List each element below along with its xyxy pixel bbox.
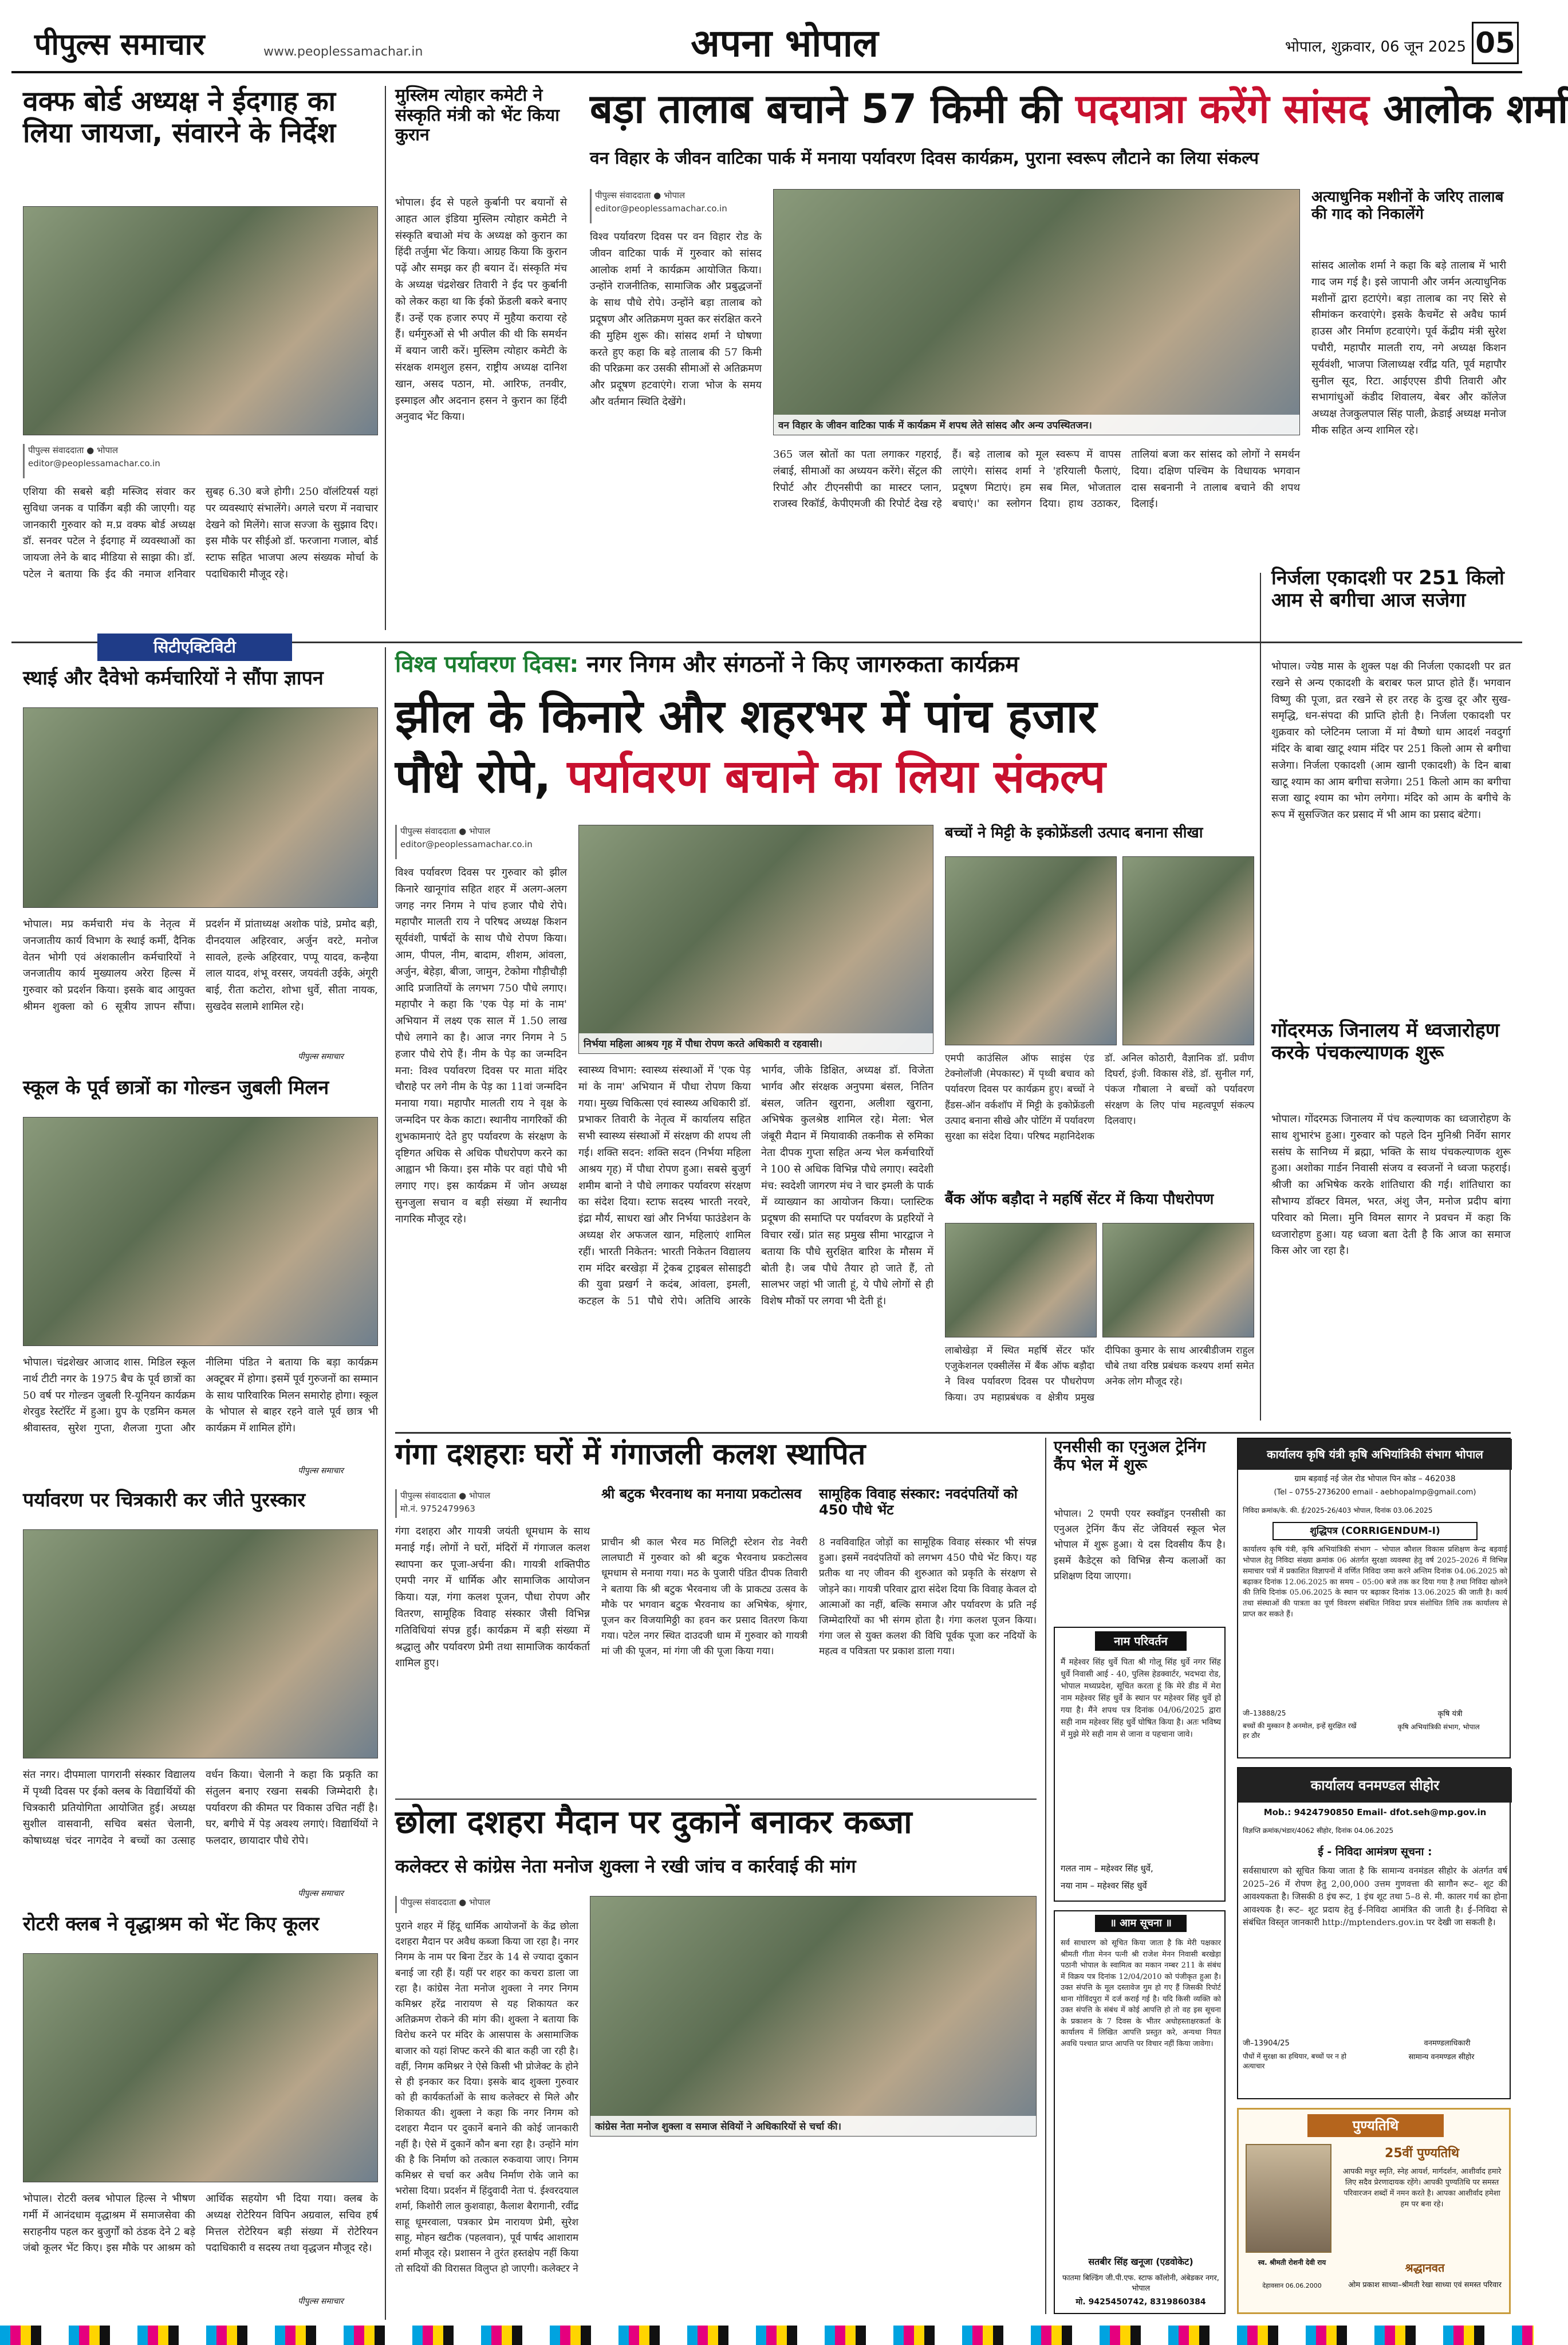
masthead [11, 9, 1522, 73]
bob-photo-1 [945, 1223, 1097, 1337]
staff-body: भोपाल। मप्र कर्मचारी मंच के नेतृत्व में जनजातीय कार्य विभाग के स्थाई कर्मी, दैनिक वेतन भोगी एवं अंशकालीन कर्मचारियों ने जनजातीय कार्य मुख्यालय अरेरा हिल्स में गुरुवार को प्रदर्शन किया। इसके बाद आयुक्त श्रीमन शुक्ला को 6 सूत्रीय ज्ञापन सौंपा। प्रदर्शन में प्रांताध्यक्ष अशोक पांडे, प्रमोद बड़ी, दीनदयाल अहिरवार, अर्जुन वरटे, मनोज सावले, हल्के अहिरवार, पप्पू यादव, कन्हैया लाल यादव, शंभू वरसर, जयवंती उईके, अंगूरी बाई, रीता कटोरा, शोभा धुर्वे, सीता नायक, सुखदेव सलामे शामिल रहे। [23, 918, 378, 1013]
ncc-story [1054, 1438, 1226, 1621]
lake-headline-2a: पौधे रोपे, [395, 750, 568, 803]
muslim-body: भोपाल। ईद से पहले कुर्बानी पर बयानों से आहत आल इंडिया मुस्लिम त्योहार कमेटी ने संस्कृति बचाओ मंच के अध्यक्ष को कुरान का हिंदी तर्जुमा भेंट किया। आग्रह किया कि कुरान पढ़ें और समझ कर ही बयान दें। संस्कृति मंच के अध्यक्ष चंद्रशेखर तिवारी ने ईद पर कुर्बानी को लेकर कहा था कि ईको फ्रेंडली बकरे बनाए हैं। उन्हें एक हजार रुपए में मुहैया कराया रहे हैं। धर्मगुरुओं से भी अपील की थी कि समर्थन में बयान जारी करें। मुस्लिम त्योहार कमेटी के संरक्षक शमशुल हसन, राष्ट्रीय अध्यक्ष दानिश खान, असद पठान, मो. आरिफ, तनवीर, इस्माइल और अदनान हसन ने कुरान का हिंदी अनुवाद भेंट किया। [395, 196, 567, 423]
school-headline: स्कूल के पूर्व छात्रों का गोल्डन जुबली मिलन [23, 1076, 329, 1099]
painting-body: संत नगर। दीपमाला पागरानी संस्कार विद्यालय में पृथ्वी दिवस पर ईको क्लब के विद्यार्थियों की चित्रकारी प्रतियोगिता आयोजित हुई। अध्यक्ष सुशील वासवानी, सचिव बसंत चेलानी, कोषाध्यक्ष चंदर नागदेव ने बच्चों का उत्साह वर्धन किया। चेलानी ने कहा कि प्रकृति का संतुलन बनाए रखना सबकी जिम्मेदारी है। पर्यावरण की कीमत पर विकास उचित नहीं है। घर, बगीचे में पेड़ अवश्य लगाएं। विद्यार्थियों ने फलदार, छायादार पौधे रोपे। [23, 1769, 378, 1847]
eco-story [945, 825, 1254, 1186]
nirjala-story [1271, 567, 1511, 1014]
gondar-body: भोपाल। गोंदरमऊ जिनालय में पंच कल्याणक का ध्वजारोहण के साथ शुभारंभ हुआ। गुरुवार को पहले दिन मुनिश्री निर्वेग सागर ससंघ के सानिध्य में ब्रह्मा, भक्ति के साथ पंचकल्याणक शुरू हुआ। अशोका गार्डन निवासी संजय व स्वजनों ने ध्वजा फहराई। श्रीजी का अभिषेक करके शांतिधारा की गई। शांतिधारा का सौभाग्य डॉक्टर विमल, भरत, अंशु जैन, मनोज प्रदीप बांगा परिवार को मिला। मुनि विमल सागर ने प्रवचन में कहा कि ध्वजारोहण हुआ। यह ध्वजा बता देती है कि आज का समाज किस ओर जा रहा है। [1271, 1113, 1511, 1257]
school-story [23, 1077, 378, 1478]
padyatra-headline-c: आलोक शर्मा [1369, 85, 1568, 132]
rotary-body: भोपाल। रोटरी क्लब भोपाल हिल्स ने भीषण गर्मी में आनंदधाम वृद्धाश्रम में समाजसेवा की सराहनीय पहल कर बुजुर्गों को ठंडक देने 2 बड़े जंबो कूलर भेंट किए। इस मौके पर आश्रम को आर्थिक सहयोग भी दिया गया। क्लब के अध्यक्ष रोटेरियन विपिन अग्रवाल, सचिव हर्ष मित्तल रोटेरियन बड़ी संख्या में रोटेरियन पदाधिकारी व सदस्य तथा वृद्धजन मौजूद रहे। [23, 2193, 378, 2254]
padyatra-body-2: 365 जल स्रोतों का पता लगाकर गहराई, लंबाई, सीमाओं का अध्ययन करेंगे। सेंट्रल की रिपोर्ट और टीएनसीपी का मास्टर प्लान, राजस्व रिकॉर्ड, केपीएमजी की रिपोर्ट देख रहे हैं। बड़े तालाब को मूल स्वरूप में वापस लाएंगे। सांसद शर्मा ने 'हरियाली फैलाएं, प्रदूषण मिटाएं। हम सब मिल, भोजताल बचाएं।' का स्लोगन दिया। हाथ उठाकर, तालियां बजा कर सांसद को लोगों ने समर्थन दिया। दक्षिण पश्चिम के विधायक भगवान दास सबनानी ने तालाब बचाने की शपथ दिलाई। [773, 448, 1300, 510]
aam-suchna-title: ॥ आम सूचना ॥ [1095, 1915, 1187, 1932]
krishi-ref: निविदा क्रमांक/के. की. ई/2025-26/403 भोपाल, दिनांक 03.06.2025 [1243, 1506, 1433, 1514]
krishi-ro: जी–13888/25 [1243, 1709, 1286, 1717]
naam-sign-2: नया नाम – महेश्वर सिंह धुर्वे [1061, 1880, 1147, 1891]
bob-body: लाबोखेड़ा में स्थित महर्षि सेंटर फॉर एजुकेशनल एक्सीलेंस में बैंक ऑफ बड़ौदा ने विश्व पर्यावरण दिवस पर पौधरोपण किया। उप महाप्रबंधक व क्षेत्रीय प्रमुख दीपिका कुमार के साथ आरबीडीजम राहुल चौबे तथा वरिष्ठ प्रबंधक कश्यप शर्मा समेत अनेक लोग मौजूद रहे। [945, 1345, 1254, 1403]
gondar-headline: गोंदरमऊ जिनालय में ध्वजारोहण करके पंचकल्याणक शुरू [1271, 1019, 1500, 1065]
page-number: 05 [1472, 22, 1519, 64]
chhola-subhead: कलेक्टर से कांग्रेस नेता मनोज शुक्ला ने रखी जांच व कार्रवाई की मांग [395, 1855, 856, 1877]
lake-kicker-rest: नगर निगम और संगठनों ने किए जागरुकता कार्यक्रम [578, 651, 1019, 678]
lake-photo [578, 825, 933, 1054]
lake-body: विश्व पर्यावरण दिवस पर गुरुवार को झील किनारे खानूगांव सहित शहर में अलग-अलग जगह नगर निगम ने पांच हजार पौधे रोपे। महापौर मालती राय ने परिषद अध्यक्ष किशन सूर्यवंशी, पार्षदों के साथ पौधे रोपण किया। आम, पीपल, नीम, बादाम, शीशम, आंवला, अर्जुन, बेहेड़ा, बीजा, जामुन, टेकोमा गौड़ीचौड़ी आदि प्रजातियों के लगभग 750 पौधे लगाए। महापौर ने कहा कि 'एक पेड़ मां के नाम' अभियान में लक्ष्य एक साल में 1.50 लाख पौधे लगाने का है। आज नगर निगम ने 5 हजार पौधे रोपे हैं। नीम के पेड़ का जन्मदिन मना: विश्व पर्यावरण दिवस पर माता मंदिर चौराहे पर लगे नीम के पेड़ का 11वां जन्मदिन मनाया गया। महापौर मालती राय ने वृक्ष के जन्मदिन पर केक काटा। स्थानीय नागरिकों की शुभकामनाएं देते हुए पर्यावरण के संरक्षण के दृष्टिगत अधिक से अधिक पौधरोपण करने का आह्वान भी किया। इस मौके पर वहां पौधे भी लगाए गए। इस कार्यक्रम में जोन अध्यक्ष सुनजुला सचान व बड़ी संख्या में स्थानीय नागरिक मौजूद रहे। [395, 867, 567, 1225]
punya-name: स्व. श्रीमती रोशनी देवी राय [1258, 2259, 1326, 2267]
painting-credit: पीपुल्स समाचार [298, 1889, 344, 1898]
lake-photo-caption: निर्भया महिला आश्रय गृह में पौधा रोपण करते अधिकारी व रहवासी। [579, 1033, 933, 1053]
padyatra-photo-caption: वन विहार के जीवन वाटिका पार्क में कार्यक्रम में शपथ लेते सांसद और अन्य उपस्थितजन। [774, 415, 1299, 435]
van-sign-2: सामान्य वनमण्डल सीहोर [1408, 2053, 1475, 2061]
staff-headline: स्थाई और दैवेभो कर्मचारियों ने सौंपा ज्ञापन [23, 667, 324, 690]
van-ref: विज्ञप्ति क्रमांक/भंडार/4062 सीहोर, दिनांक 04.06.2025 [1243, 1827, 1394, 1835]
padyatra-body: विश्व पर्यावरण दिवस पर वन विहार रोड के जीवन वाटिका पार्क में गुरुवार को सांसद आलोक शर्मा ने कार्यक्रम आयोजित किया। उन्होंने राजनीतिक, सामाजिक और प्रबुद्धजनों के साथ पौधे रोपे। उन्होंने बड़ा तालाब को प्रदूषण और अतिक्रमण मुक्त कर संरक्षित करने की मुहिम शुरू की। सांसद शर्मा ने घोषणा करते हुए कहा कि बड़े तालाब की 57 किमी की परिक्रमा कर उसकी सीमाओं से अतिक्रमण और प्रदूषण हटवाएंगे। राजा भोज के समय और वर्तमान स्थिति देखेंगे। [590, 231, 762, 408]
lake-body-2: स्वास्थ्य विभाग: स्वास्थ्य संस्थाओं में 'एक पेड़ मां के नाम' अभियान में पौधा रोपण किया गया। मुख्य चिकित्सा एवं स्वास्थ्य अधिकारी डॉ. प्रभाकर तिवारी के नेतृत्व में कार्यालय सहित सभी स्वास्थ्य संस्थाओं में संरक्षण की शपथ ली गई। शक्ति सदन: शक्ति सदन (निर्भया महिला आश्रय गृह) में पौधा रोपण हुआ। सबसे बुजुर्ग शमीम बानो ने पौधे लगाकर पर्यावरण संरक्षण का संदेश दिया। स्टाफ सदस्य भारती नरवरे, इंद्रा मौर्य, साधरा खां और निर्भया फाउंडेशन के अध्यक्ष शेर अफजल खान, महिलाएं शामिल रहीं। भारती निकेतन: भारती निकेतन विद्यालय राम मंदिर बरखेड़ा में ट्रेकब ट्राइबल सोसाइटी की युवा प्रखर्ग ने कदंब, आंवला, इमली, कटहल के 51 पौधे रोपे। अतिथि आरके भार्गव, जीके डिक्षित, अध्यक्ष डॉ. विजेता भार्गव और संरक्षक अनुपमा बंसल, नितिन बंसल, जतिन खुराना, अलीशा खुराना, अभिषेक कुलश्रेष्ठ शामिल रहे। मेला: भेल जंबूरी मैदान में मियावाकी तकनीक से रुमिका नेता दीपक गुप्ता सहित अन्य भेल कर्मचारियों ने 100 से अधिक विभिन्न पौधे लगाए। स्वदेशी मंच: स्वदेशी जागरण मंच ने चार इमली के पार्क में व्याख्यान का आयोजन किया। प्लास्टिक प्रदूषण की समाप्ति पर पर्यावरण के प्रहरियों ने विचार रखें। प्रांत सह प्रमुख सीमा भारद्वाज ने बताया कि पौधे सुरक्षित बारिश के मौसम में बोती है। जब पौधे तैयार हो जाते हैं, तो सालभर जहां भी जाती हूं, ये पौधे लोगों से ही विशेष मौकों पर लगवा भी देती हूं। [578, 1064, 933, 1308]
waqf-photo [23, 206, 378, 435]
bob-story [945, 1191, 1254, 1421]
muslim-story [395, 86, 567, 630]
nirjala-headline: निर्जला एकादशी पर 251 किलो आम से बगीचा आज सजेगा [1271, 566, 1504, 612]
school-credit: पीपुल्स समाचार [298, 1466, 344, 1476]
rotary-photo [23, 1953, 378, 2182]
aam-suchna [1054, 1910, 1226, 2314]
desilt-body: सांसद आलोक शर्मा ने कहा कि बड़े तालाब में भारी गाद जम गई है। इसे जापानी और जर्मन अत्याधुनिक मशीनों द्वारा हटाएंगे। बड़ा तालाब का नए सिरे से सीमांकन करवाएंगे। इसके कैचमेंट से अवैध फार्म हाउस और निर्माण हटवाएंगे। पूर्व केंद्रीय मंत्री सुरेश पचौरी, महापौर मालती राय, नगे अध्यक्ष किशन सूर्यवंशी, भाजपा जिलाध्यक्ष रवींद्र यति, पूर्व महापौर सुनील सूद, रिटा. आईएएस डीपी तिवारी और सभागांधुओं कंडीद शिवालय, बेबर और कॉलेज अध्यक्ष तेजकुलपाल सिंह पाली, क्रेडाई अध्यक्ष मनोज मीक सहित अन्य शामिल रहे। [1311, 259, 1506, 436]
bhairav-subhead: श्री बटुक भैरवनाथ का मनाया प्रकटोत्सव [601, 1486, 802, 1502]
bob-photo-2 [1102, 1223, 1254, 1337]
lake-byline [395, 825, 578, 859]
lake-kicker-label: विश्व पर्यावरण दिवस: [395, 651, 579, 678]
lake-email: editor@peoplessamachar.co.in [400, 839, 533, 849]
naam-parivartan [1054, 1627, 1226, 1902]
vivah-subhead: सामूहिक विवाह संस्कार: नवदंपतियों को 450 पौधे भेंट [819, 1486, 1018, 1518]
ncc-body: भोपाल। 2 एमपी एयर स्क्वॉड्रन एनसीसी का एनुअल ट्रेनिंग कैंप सेंट जेवियर्स स्कूल भेल भोपाल में शुरू हुआ। ये दस दिवसीय कैंप है। इसमें कैडेट्स को विभिन्न सैन्य कलाओं का प्रशिक्षण दिया जाएगा। [1054, 1508, 1226, 1582]
lake-kicker [395, 647, 1254, 682]
van-body: सर्वसाधारण को सूचित किया जाता है कि सामान्य वनमंडल सीहोर के अंतर्गत वर्ष 2025–26 में रोपण हेतु 2,00,000 उत्तम गुणवत्ता की सागौन रूट– शूट की आवश्यकता है। जिसकी 8 इंच रूट, 1 इंच शूट तथा 5–8 से. मी. कालर गर्थ का होना आवश्यक है। रूट– शूट प्रदाय हेतु ई–निविदा आमंत्रित की जाती है। ई–निविदा से संबंधित विस्तृत जानकारी http://mptenders.gov.in पर देखी जा सकती है। [1243, 1866, 1507, 1927]
muslim-headline: मुस्लिम त्योहार कमेटी ने संस्कृति मंत्री को भेंट किया कुरान [395, 85, 560, 145]
naam-sign-1: गलत नाम – महेश्वर सिंह धुर्वे, [1061, 1863, 1153, 1874]
eco-photo-1 [945, 856, 1117, 1045]
krishi-corrigendum: शुद्धिपत्र (CORRIGENDUM-I) [1272, 1522, 1478, 1540]
chhola-photo-caption: कांग्रेस नेता मनोज शुक्ला व समाज सेवियों ने अधिकारियों से चर्चा की। [590, 2116, 1036, 2136]
eco-body: एमपी काउंसिल ऑफ साइंस एंड टेक्नोलॉजी (मेपकास्ट) में पृथ्वी बचाव को पर्यावरण दिवस पर कार्यक्रम हुए। बच्चों ने हैंडस-ऑन वर्कशॉप में मिट्टी के इकोफ्रेंडली उत्पाद बनाना सीखे और पोटिंग में पर्यावरण सुरक्षा का संदेश दिया। परिषद महानिदेशक डॉ. अनिल कोठारी, वैज्ञानिक डॉ. प्रवीण दिघर्रा, इंजी. विकास शेंडे, डॉ. सुनील गर्ग, पंकज गौबाला ने बच्चों को पर्यावरण संरक्षण के लिए पांच महत्वपूर्ण संकल्प दिलवाए। [945, 1053, 1254, 1142]
chhola-photo [590, 1896, 1037, 2137]
van-ro: जी–13904/25 [1243, 2039, 1290, 2048]
aam-suchna-sign-mob: मो. 9425450742, 8319860384 [1075, 2297, 1206, 2307]
naam-title: नाम परिवर्तन [1095, 1631, 1187, 1651]
waqf-email: editor@peoplessamachar.co.in [28, 458, 160, 469]
painting-headline: पर्यावरण पर चित्रकारी कर जीते पुरस्कार [23, 1489, 306, 1512]
rotary-headline: रोटरी क्लब ने वृद्धाश्रम को भेंट किए कूलर [23, 1913, 320, 1935]
van-ad [1237, 1767, 1511, 2099]
krishi-slogan: बच्चों की मुस्कान है अनमोल, इन्हें सुरक्षित रखें हर ठौर [1243, 1722, 1357, 1740]
eco-headline: बच्चों ने मिट्टी के इकोफ्रेंडली उत्पाद बनाना सीखा [945, 824, 1203, 841]
punya-tribute: श्रद्धानवत [1405, 2261, 1445, 2275]
waqf-byline-text: पीपुल्स संवाददाता ● भोपाल [28, 445, 119, 455]
krishi-body: कार्यालय कृषि यंत्री, कृषि अभियांत्रिकी संभाग – भोपाल कौशल विकास प्रशिक्षण केन्द्र बड़वाई भोपाल हेतु निविदा संख्या क्रमांक 06 अंतर्गत सुरक्षा व्यवस्था हेतु वर्ष 2025–2026 में विभिन्न समाचार पत्रों में प्रकाशित विज्ञापनों में वर्णित निविदा जमा करने अन्तिम दिनांक 04.06.2025 को बढ़ाकर दिनांक 12.06.2025 का समय – 05:00 बजे तक कर दिया गया है तथा निविदा खोलने की तिथि दिनांक 05.06.2025 के स्थान पर बढ़ाकर दिनांक 13.06.2025 की जाती है। कार्य तथा संस्थाओं की पात्रता का पूर्ण विवरण संबंधित निविदा प्रपत्र संशोधित तिथि तक कार्यालय से प्राप्त कर सकते हैं। [1243, 1545, 1507, 1619]
eco-photo-2 [1122, 856, 1254, 1045]
staff-credit: पीपुल्स समाचार [298, 1052, 344, 1061]
padyatra-email: editor@peoplessamachar.co.in [595, 203, 727, 214]
school-body: भोपाल। चंद्रशेखर आजाद शास. मिडिल स्कूल नार्थ टीटी नगर के 1975 बैच के पूर्व छात्रों का 50 वर्ष पर गोल्डन जुबली रि-यूनियन कार्यक्रम शेरवुड रेस्टॉरेंट में हुआ। ग्रुप के एडमिन कमल श्रीवास्तव, सुरेश गुप्ता, शैलजा गुप्ता और नीलिमा पंडित ने बताया कि बड़ा कार्यक्रम अक्टूबर में होगा। इसमें पूर्व गुरुजनों का सम्मान के साथ पारिवारिक मिलन समारोह होगा। स्कूल के भोपाल से बाहर रहने वाले पूर्व छात्र भी कार्यक्रम में शामिल होंगे। [23, 1356, 378, 1435]
padyatra-subhead: वन विहार के जीवन वाटिका पार्क में मनाया पर्यावरण दिवस कार्यक्रम, पुराना स्वरूप लौटाने का लिया संकल्प [590, 148, 1259, 168]
aam-suchna-sign: सतबीर सिंह खनूजा (एडवोकेट) [1088, 2256, 1193, 2267]
school-photo [23, 1117, 378, 1346]
aam-suchna-body: सर्व साधारण को सूचित किया जाता है कि मेरी पक्षकार श्रीमती गीता मेनन पत्नी श्री राजेश मेनन निवासी बरखेड़ा पठानी भोपाल के स्वामित्व का मकान नम्बर 211 के संबंध में विक्रय पत्र दिनांक 12/04/2010 को पंजीकृत हुआ है। उक्त संपत्ति के मूल दस्तावेज गुम हो गए हैं जिसकी रिपोर्ट थाना गोविंदपुरा में दर्ज कराई गई है। यदि किसी व्यक्ति को उक्त संपत्ति के संबंध में कोई आपत्ति हो तो वह इस सूचना के प्रकाशन के 7 दिवस के भीतर अधोहस्ताक्षरकर्ता के कार्यालय में लिखित आपत्ति प्रस्तुत करे, अन्यथा नियत अवधि पश्चात प्राप्त आपत्ति पर विचार नहीं किया जावेगा। [1061, 1939, 1221, 2048]
punya-body: आपकी मधुर स्मृति, स्नेह आयर्श, मार्गदर्शन, आशीर्वाद हमारे लिए सदैव प्रेरणादायक रहेंगे। आपकी पुण्यतिथि पर समस्त परिवारजन शब्दों में नमन करते है। आपका आशीर्वाद हमेशा हम पर बना रहे। [1342, 2167, 1502, 2209]
bhairav-body: प्राचीन श्री काल भैरव मठ मिलिट्री स्टेशन रोड नेवरी लालघाटी में गुरुवार को श्री बटुक भैरवनाथ प्रकटोत्सव धूमधाम से मनाया गया। मठ के पुजारी पंडित दीपक तिवारी ने बताया कि श्री बटुक भैरवनाथ जी के प्राकट्य उत्सव के मौके पर भगवान बटुक भैरवनाथ का अभिषेक, श्रृंगार, पूजन कर विजयामिठ्ठी का हवन कर प्रसाद वितरण किया गया। पटेल नगर स्थित दाउदजी धाम में गुरुवार को गायत्री मां जी की पूजन, मां गंगा जी की पूजा किया गया। [601, 1537, 807, 1658]
chhola-story [395, 1804, 1037, 2314]
registration-strip [0, 2326, 1534, 2345]
padyatra-byline-text: पीपुल्स संवाददाता ● भोपाल [595, 190, 685, 200]
krishi-tel: (Tel – 0755-2736200 email - aebhopalmp@gmail.com) [1274, 1488, 1476, 1497]
van-sign: वनमण्डलाधिकारी [1424, 2039, 1471, 2048]
painting-story [23, 1489, 378, 1902]
chhola-byline: पीपुल्स संवाददाता ● भोपाल [395, 1896, 578, 1913]
lake-byline-text: पीपुल्स संवाददाता ● भोपाल [400, 826, 491, 836]
ganga-byline [395, 1489, 590, 1518]
waqf-story [23, 86, 378, 630]
lake-headline-2b: पर्यावरण बचाने का लिया संकल्प [567, 750, 1106, 803]
ganga-story [395, 1438, 1037, 1793]
vivah-body: 8 नवविवाहित जोड़ों का सामूहिक विवाह संस्कार भी संपन्न हुआ। इसमें नवदंपतियों को लगभग 450 पौधे भेंट किए। यह प्रतीक था नए जीवन की शुरुआत को प्रकृति के संरक्षण से जोड़ने का। गायत्री परिवार द्वारा संदेश दिया कि विवाह केवल दो आत्माओं का नहीं, बल्कि समाज और पर्यावरण के प्रति नई जिम्मेदारियों का भी संगम होता है। गंगा कलश पूजन किया। गंगा जल से युक्त कलश की विधि पूर्वक पूजा कर नदियों के महत्व व पवित्रता पर प्रकाश डाला गया। [819, 1537, 1037, 1658]
staff-story [23, 667, 378, 1068]
chhola-headline: छोला दशहरा मैदान पर दुकानें बनाकर कब्जा [395, 1804, 912, 1841]
lake-headline-2 [395, 750, 1254, 808]
nirjala-body: भोपाल। ज्येष्ठ मास के शुक्ल पक्ष की निर्जला एकादशी पर व्रत रखने से अन्य एकादशी के बराबर फल प्राप्त होते हैं। भगवान विष्णु की पूजा, व्रत रखने से हर तरह के दुःख दूर और सुख-समृद्धि, धन-संपदा की प्राप्ति होती है। निर्जला एकादशी पर शुक्रवार को प्लेटिनम प्लाजा में मां वैष्णो धाम आदर्श नवदुर्गा मंदिर के बाबा खाटू श्याम मंदिर पर 251 किलो आम से बगीचा सजेगा। निर्जला एकादशी (आम खानी एकादशी) के दिन बाबा खाटू श्याम का आम बगीचा सजेगा। 251 किलो आम का बगीचा सजा खाटू श्याम का भोग लगेगा। मंदिर को आम के बगीचे के रूप में सुसज्जित कर प्रसाद में भी आम का प्रसाद बंटेगा। [1271, 660, 1511, 821]
ganga-headline: गंगा दशहराः घरों में गंगाजली कलश स्थापित [395, 1437, 866, 1471]
van-notice: ई - निविदा आमंत्रण सूचना : [1318, 1846, 1432, 1858]
ganga-body: गंगा दशहरा और गायत्री जयंती धूमधाम के साथ मनाई गई। लोगों ने घरों, मंदिरों में गंगाजल कलश स्थापना कर पूजा-अर्चना की। गायत्री शक्तिपीठ एमपी नगर में धार्मिक और सामाजिक आयोजन किया। यज्ञ, गंगा कलश पूजन, पौधा रोपण और वितरण, सामूहिक विवाह संस्कार जैसी विभिन्न गतिविधियां संपन्न हुईं। कार्यक्रम में बड़ी संख्या में श्रद्धालु और पर्यावरण प्रेमी तथा सामाजिक कार्यकर्ता शामिल हुए। [395, 1525, 590, 1670]
punya-family: ओम प्रकाश साध्या–श्रीमती रेखा साध्या एवं समस्त परिवार [1348, 2281, 1502, 2289]
gondar-story [1271, 1020, 1511, 1421]
punya-sub: 25वीं पुण्यतिथि [1385, 2146, 1459, 2161]
punyatithi-ad [1237, 2108, 1511, 2314]
padyatra-byline [590, 189, 773, 223]
ncc-headline: एनसीसी का एनुअल ट्रेनिंग कैंप भेल में शुरू [1054, 1437, 1206, 1475]
paper-logo: पीपुल्स समाचार [34, 27, 205, 62]
krishi-sign: कृषि यंत्री [1437, 1710, 1463, 1718]
padyatra-photo [773, 189, 1300, 435]
van-slogan: पौधों में सुरक्षा का हथियार, बच्चों पर न हो अत्याचार [1243, 2052, 1347, 2070]
lake-headline-1: झील के किनारे और शहरभर में पांच हजार [395, 690, 1097, 743]
punya-photo [1246, 2144, 1331, 2253]
punya-title: पुण्यतिथि [1307, 2114, 1444, 2137]
ganga-byline-text: पीपुल्स संवाददाता ● भोपाल [400, 1490, 491, 1501]
aam-suchna-sign-addr: फातमा बिल्डिंग जी.पी.एफ. स्टाफ कॉलोनी, अंबेडकर नगर, भोपाल [1062, 2274, 1219, 2293]
krishi-sign-2: कृषि अभियांत्रिकी संभाग, भोपाल [1397, 1723, 1480, 1731]
lake-story [395, 647, 1254, 1426]
punya-dates: देहावसान 06.06.2000 [1262, 2282, 1322, 2289]
naam-body: मैं महेश्वर सिंह धुर्वे पिता श्री गोलू सिंह धुर्वे नगर सिंह धुर्वे निवासी आई - 40, पुलिस हेडक्वार्टर, भदभदा रोड, भोपाल मध्यप्रदेश, सूचित करता हूं कि मेरे डीड में मेरा नाम महेश्वर सिंह धुर्वे के स्थान पर महेश्वर सिंह धुर्वे हो गया है। मैंने शपथ पत्र दिनांक 04/06/2025 द्वारा सही नाम महेश्वर सिंह धुर्वे घोषित किया है। अतः भविष्य में मुझे मेरे सही नाम से जाना व पहचाना जावे। [1061, 1658, 1221, 1739]
rotary-story [23, 1913, 378, 2308]
padyatra-story [578, 85, 1568, 579]
chhola-body: पुराने शहर में हिंदू धार्मिक आयोजनों के केंद्र छोला दशहरा मैदान पर अवैध कब्जा किया जा रहा है। नगर निगम के नाम पर बिना टेंडर के 14 से ज्यादा दुकान बनाई जा रही हैं। यहीं पर शहर का कचरा डाला जा रहा है। कांग्रेस नेता मनोज शुक्ला ने नगर निगम कमिश्नर हरेंद्र नारायण से यह शिकायत कर अतिक्रमण रोकने की मांग की। शुक्ला ने बताया कि विरोध करने पर मंदिर के आसपास के असामाजिक बाजार को यहां शिफ्ट करने की बात कही जा रही है। वहीं, निगम कमिश्नर ने ऐसे किसी भी प्रोजेक्ट के होने से ही इनकार कर दिया। इसके बाद शुक्ला गुरुवार को ही कार्यकर्ताओं के साथ कलेक्टर से मिले और शिकायत की। शुक्ला ने कहा कि नगर निगम को दशहरा मैदान पर दुकानें बनाने की कोई जानकारी नहीं है। ऐसे में दुकानें कौन बना रहा है। उन्होंने मांग की है कि निर्माण को तत्काल रुकवाया जाए। निगम कमिश्नर से चर्चा कर अवैध निर्माण रोके जाने का भरोसा दिया। प्रदर्शन में हिंदुवादी नेता पं. ईश्वरदयाल शर्मा, किशोरी लाल कुशवाहा, कैलाश बैरागानी, रवींद्र साहू धूमरवाला, पत्रकार प्रेम नारायण प्रेमी, सुरेश साहू, मोहन खटीक (पहलवान), पूर्व पार्षद आशाराम शर्मा मौजूद रहे। प्रशासन ने तुरंत हस्तक्षेप नहीं किया तो सदियों की विरासत विलुप्त हो जाएगी। कलेक्टर ने [395, 1921, 578, 2275]
krishi-ad [1237, 1438, 1511, 1758]
krishi-title: कार्यालय कृषि यंत्री कृषि अभियांत्रिकी संभाग भोपाल [1238, 1439, 1512, 1470]
dateline: भोपाल, शुक्रवार, 06 जून 2025 [1285, 38, 1466, 56]
section-title: अपना भोपाल [691, 21, 878, 65]
bob-headline: बैंक ऑफ बड़ौदा ने महर्षि सेंटर में किया पौधरोपण [945, 1191, 1214, 1208]
waqf-body: एशिया की सबसे बड़ी मस्जिद संवार कर सुविधा जनक व पार्किंग बड़ी की जाएगी। यह जानकारी गुरुवार को म.प्र वक्फ बोर्ड अध्यक्ष डॉ. सनवर पटेल ने ईदगाह में व्यवस्थाओं का जायजा लेने के बाद मीडिया से साझा की। डॉ. पटेल ने बताया कि ईद की नमाज शनिवार सुबह 6.30 बजे होगी। 250 वॉलंटियर्स यहां पर व्यवस्थाएं संभालेंगे। अगले चरण में नवाचार देखने को मिलेंगे। साज सज्जा के सुझाव दिए। इस मौके पर सीईओ डॉ. फरजाना गजाल, बोर्ड स्टाफ सहित भाजपा अल्प संख्यक मोर्चा के पदाधिकारी मौजूद रहे। [23, 486, 378, 580]
van-title: कार्यालय वनमण्डल सीहोर [1238, 1768, 1512, 1803]
staff-photo [23, 707, 378, 908]
website[interactable]: www.peoplessamachar.in [263, 45, 423, 59]
rotary-credit: पीपुल्स समाचार [298, 2297, 344, 2306]
city-activity-tag: सिटीएक्टिविटी [97, 634, 292, 661]
waqf-byline [23, 444, 195, 478]
padyatra-headline-a: बड़ा तालाब बचाने 57 किमी की [590, 85, 1075, 132]
padyatra-headline [590, 85, 1568, 143]
waqf-headline: वक्फ बोर्ड अध्यक्ष ने ईदगाह का लिया जायजा, संवारने के निर्देश [23, 85, 336, 149]
ganga-mobile: मो.नं. 9752479963 [400, 1503, 475, 1514]
desilt-subhead: अत्याधुनिक मशीनों के जरिए तालाब की गाद को निकालेंगे [1311, 188, 1504, 223]
painting-photo [23, 1529, 378, 1758]
van-contact: Mob.: 9424790850 Email- dfot.seh@mp.gov.in [1263, 1807, 1487, 1817]
krishi-addr: ग्राम बड़वाई नई जेल रोड भोपाल पिन कोड – 462038 [1294, 1474, 1456, 1484]
padyatra-headline-b: पदयात्रा करेंगे सांसद [1075, 85, 1369, 132]
